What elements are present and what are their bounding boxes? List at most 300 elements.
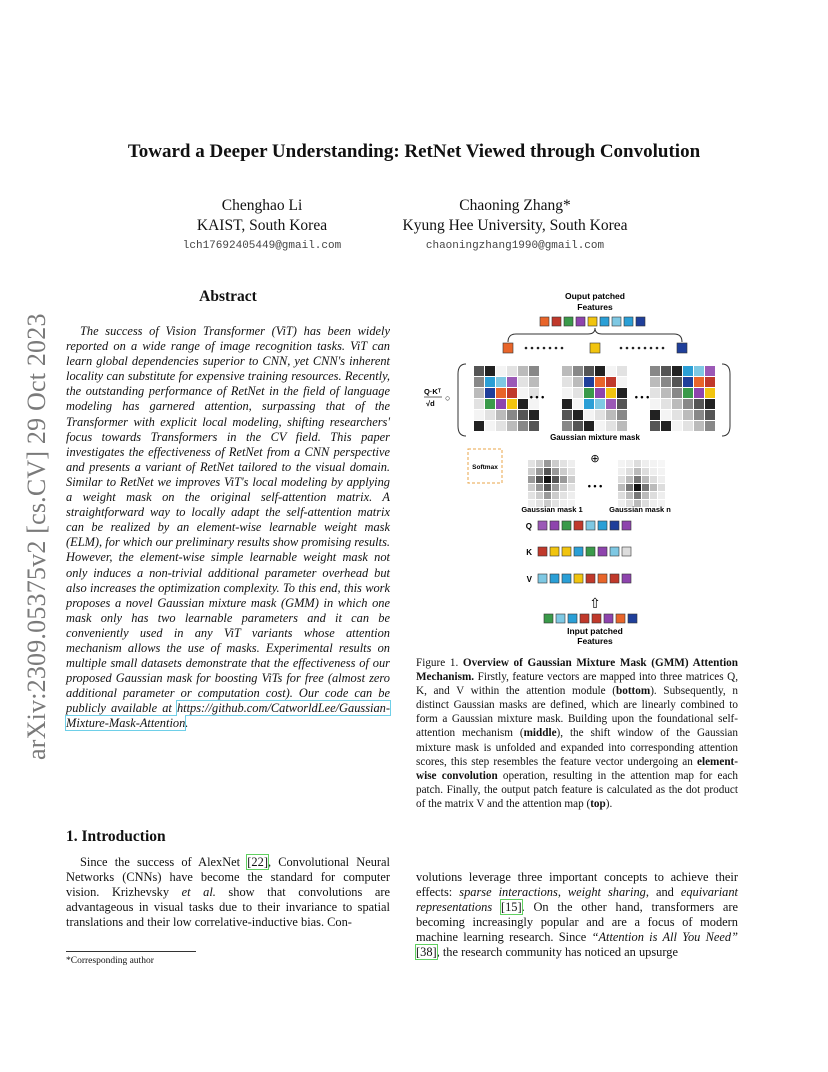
v-feature-cell bbox=[586, 574, 595, 583]
attention-cell bbox=[485, 377, 495, 387]
ellipsis-dot bbox=[656, 347, 659, 350]
gaussian-mask-cell bbox=[634, 476, 641, 483]
attention-cell bbox=[683, 399, 693, 409]
k-label: K bbox=[526, 548, 532, 557]
ellipsis-dot bbox=[632, 347, 635, 350]
attention-cell bbox=[474, 421, 484, 431]
caption-label: Figure 1. bbox=[416, 657, 463, 669]
output-feature-cell bbox=[564, 317, 573, 326]
attention-cell bbox=[661, 421, 671, 431]
intro-text: Since the success of AlexNet bbox=[80, 855, 248, 869]
footnote bbox=[66, 951, 390, 966]
attention-cell bbox=[507, 366, 517, 376]
figure-caption bbox=[416, 656, 738, 811]
attention-cell bbox=[683, 377, 693, 387]
attention-cell bbox=[496, 366, 506, 376]
gaussian-mask-cell bbox=[544, 476, 551, 483]
attention-cell bbox=[650, 377, 660, 387]
attention-cell bbox=[584, 399, 594, 409]
gaussian-mask-cell bbox=[642, 476, 649, 483]
author-email[interactable]: chaoningzhang1990@gmail.com bbox=[425, 240, 605, 252]
attention-cell bbox=[595, 388, 605, 398]
ellipsis-dots: • • • bbox=[634, 392, 650, 402]
gaussian-mask-cell bbox=[618, 460, 625, 467]
attention-cell bbox=[694, 399, 704, 409]
attention-cell bbox=[529, 410, 539, 420]
author-name: Chaoning Zhang* bbox=[459, 197, 571, 214]
gaussian-mask-cell bbox=[626, 460, 633, 467]
gaussian-mask-cell bbox=[536, 492, 543, 499]
query-marker bbox=[590, 343, 600, 353]
attention-cell bbox=[573, 366, 583, 376]
query-marker bbox=[503, 343, 513, 353]
gaussian-mask-cell bbox=[536, 468, 543, 475]
attention-cell bbox=[650, 388, 660, 398]
q-feature-cell bbox=[562, 521, 571, 530]
gaussian-mask-cell bbox=[568, 484, 575, 491]
attention-cell bbox=[683, 410, 693, 420]
gaussian-mask-cell bbox=[618, 484, 625, 491]
qk-label: Q·Kᵀ bbox=[424, 387, 441, 396]
gaussian-mask-cell bbox=[650, 460, 657, 467]
gaussian-mask-cell bbox=[642, 484, 649, 491]
footnote-text: *Corresponding author bbox=[66, 956, 154, 966]
gaussian-mask-cell bbox=[544, 460, 551, 467]
attention-cell bbox=[650, 399, 660, 409]
attention-cell bbox=[617, 399, 627, 409]
attention-cell bbox=[584, 377, 594, 387]
gaussian-mask-cell bbox=[658, 476, 665, 483]
attention-cell bbox=[562, 377, 572, 387]
attention-cell bbox=[606, 399, 616, 409]
attention-cell bbox=[672, 421, 682, 431]
attention-score-grids bbox=[474, 366, 715, 431]
gaussian-mask-cell bbox=[560, 468, 567, 475]
gaussian-mask-cell bbox=[560, 460, 567, 467]
output-feature-cell bbox=[576, 317, 585, 326]
attention-cell bbox=[705, 388, 715, 398]
ellipsis-dot bbox=[525, 347, 528, 350]
attention-cell bbox=[672, 410, 682, 420]
paper-title: Toward a Deeper Understanding: RetNet Viewed through Convolution bbox=[127, 141, 701, 162]
citation-link[interactable]: [38] bbox=[416, 945, 437, 960]
output-feature-cell bbox=[540, 317, 549, 326]
caption-bold: bottom bbox=[616, 685, 651, 698]
gaussian-mask-cell bbox=[634, 468, 641, 475]
output-feature-cell bbox=[624, 317, 633, 326]
attention-cell bbox=[705, 399, 715, 409]
gaussian-mask-cell bbox=[618, 476, 625, 483]
ellipsis-dot bbox=[561, 347, 564, 350]
attention-cell bbox=[672, 366, 682, 376]
attention-cell bbox=[661, 366, 671, 376]
gaussian-mask-cell bbox=[658, 484, 665, 491]
attention-cell bbox=[474, 399, 484, 409]
attention-cell bbox=[650, 421, 660, 431]
ellipsis-dot bbox=[543, 347, 546, 350]
gaussian-mask-cell bbox=[658, 460, 665, 467]
caption-text: operation, resulting in the attention map for each patch. Finally, the output patch feature is calculated as the dot product of the matrix V and the attention map ( bbox=[416, 769, 738, 810]
attention-cell bbox=[474, 366, 484, 376]
attention-cell bbox=[683, 366, 693, 376]
q-feature-cell bbox=[586, 521, 595, 530]
matrix-left-bracket bbox=[458, 364, 466, 436]
ellipsis-dot bbox=[638, 347, 641, 350]
attention-cell bbox=[595, 410, 605, 420]
qkv-rows bbox=[538, 521, 637, 623]
attention-cell bbox=[507, 399, 517, 409]
gaussian-mask-cell bbox=[560, 484, 567, 491]
gaussian-mask-cell bbox=[642, 460, 649, 467]
intro-text: show that convolutions are advantageous in visual tasks due to their invariance to spatial translations and their low correlative-inductive bias. Con- bbox=[66, 885, 390, 930]
attention-cell bbox=[518, 399, 528, 409]
attention-cell bbox=[694, 388, 704, 398]
figure-gmm-overview bbox=[416, 286, 738, 646]
output-feature-cell bbox=[588, 317, 597, 326]
body-text: . On the other hand, transformers are becoming increasingly popular and are a focus of modern machine learning research. Since bbox=[416, 900, 738, 945]
column2-body bbox=[416, 870, 738, 961]
k-feature-cell bbox=[562, 547, 571, 556]
attention-cell bbox=[485, 388, 495, 398]
ellipsis-dot bbox=[620, 347, 623, 350]
attention-cell bbox=[562, 399, 572, 409]
k-feature-cell bbox=[622, 547, 631, 556]
attention-cell bbox=[584, 388, 594, 398]
gaussian-mask-cell bbox=[552, 468, 559, 475]
attention-cell bbox=[617, 421, 627, 431]
k-feature-cell bbox=[598, 547, 607, 556]
gaussian-mask-cell bbox=[568, 492, 575, 499]
gaussian-mask-cell bbox=[544, 484, 551, 491]
gaussian-mask-cell bbox=[528, 492, 535, 499]
ellipsis-dot bbox=[662, 347, 665, 350]
softmax-label: Softmax bbox=[472, 464, 498, 471]
intro-text: et al. bbox=[181, 885, 216, 900]
hadamard-operator: ○ bbox=[445, 393, 451, 403]
body-emph: sparse interactions bbox=[459, 885, 558, 900]
v-feature-cell bbox=[550, 574, 559, 583]
mask-1-label: Gaussian mask 1 bbox=[521, 505, 583, 514]
gaussian-mask-cell bbox=[568, 460, 575, 467]
attention-cell bbox=[694, 410, 704, 420]
attention-cell bbox=[606, 377, 616, 387]
attention-cell bbox=[705, 366, 715, 376]
mask-n-label: Gaussian mask n bbox=[609, 505, 671, 514]
gaussian-mask-cell bbox=[560, 492, 567, 499]
attention-cell bbox=[672, 399, 682, 409]
attention-cell bbox=[617, 388, 627, 398]
input-feature-cell bbox=[580, 614, 589, 623]
attention-cell bbox=[694, 377, 704, 387]
attention-query-markers bbox=[503, 343, 687, 353]
caption-bold: Overview of Gaussian Mixture Mask (GMM) Attention Mechanism. bbox=[416, 657, 738, 684]
ellipsis-dots: • • • bbox=[529, 392, 545, 402]
attention-cell bbox=[573, 410, 583, 420]
attention-cell bbox=[573, 421, 583, 431]
attention-cell bbox=[595, 421, 605, 431]
gaussian-mask-cell bbox=[528, 484, 535, 491]
ellipsis-dots: • • • bbox=[587, 481, 603, 491]
body-emph: equivariant representations bbox=[416, 885, 738, 915]
attention-cell bbox=[705, 421, 715, 431]
gaussian-mask-cell bbox=[650, 492, 657, 499]
up-arrow-icon: ⇧ bbox=[589, 595, 601, 611]
matrix-right-bracket bbox=[722, 364, 730, 436]
attention-cell bbox=[617, 366, 627, 376]
attention-cell bbox=[562, 366, 572, 376]
caption-text: Firstly, feature vectors are mapped into three matrices Q, K, and V within the attention module ( bbox=[416, 671, 738, 698]
input-feature-cell bbox=[604, 614, 613, 623]
code-link[interactable]: https://github.com/CatworldLee/Gaussian-Mixture-Mask-Attention bbox=[66, 701, 390, 731]
input-label: Input patched bbox=[567, 626, 623, 636]
attention-cell bbox=[595, 377, 605, 387]
attention-cell bbox=[485, 421, 495, 431]
v-feature-cell bbox=[538, 574, 547, 583]
attention-cell bbox=[485, 410, 495, 420]
attention-cell bbox=[518, 377, 528, 387]
input-label: Features bbox=[577, 636, 613, 646]
v-feature-cell bbox=[562, 574, 571, 583]
attention-cell bbox=[507, 410, 517, 420]
gaussian-mask-cell bbox=[626, 468, 633, 475]
gaussian-mask-cell bbox=[618, 468, 625, 475]
footnote-rule bbox=[66, 951, 196, 952]
attention-cell bbox=[573, 388, 583, 398]
attention-cell bbox=[606, 421, 616, 431]
abstract-body bbox=[66, 324, 390, 732]
attention-cell bbox=[617, 377, 627, 387]
output-feature-cell bbox=[600, 317, 609, 326]
ellipsis-dot bbox=[555, 347, 558, 350]
attention-cell bbox=[573, 377, 583, 387]
attention-cell bbox=[485, 399, 495, 409]
q-feature-cell bbox=[538, 521, 547, 530]
gaussian-mask-cell bbox=[650, 468, 657, 475]
sum-operator: ⊕ bbox=[590, 453, 600, 465]
v-feature-cell bbox=[598, 574, 607, 583]
caption-bold: element-wise convolution bbox=[416, 755, 738, 782]
attention-cell bbox=[650, 410, 660, 420]
gaussian-mask-cell bbox=[560, 476, 567, 483]
attention-cell bbox=[474, 377, 484, 387]
k-feature-cell bbox=[586, 547, 595, 556]
attention-cell bbox=[661, 410, 671, 420]
gaussian-mask-cell bbox=[642, 492, 649, 499]
ellipsis-dot bbox=[626, 347, 629, 350]
gaussian-mask-cell bbox=[634, 484, 641, 491]
sqrt-label: √d bbox=[426, 399, 435, 408]
gaussian-mask-cell bbox=[626, 476, 633, 483]
caption-text: ). bbox=[605, 797, 613, 810]
attention-cell bbox=[694, 366, 704, 376]
abstract-end: . bbox=[185, 716, 189, 731]
attention-cell bbox=[650, 366, 660, 376]
author-affiliation: KAIST, South Korea bbox=[196, 217, 328, 234]
q-feature-cell bbox=[610, 521, 619, 530]
author-block-1 bbox=[132, 196, 392, 256]
caption-text: ), the shift window of the Gaussian mixture mask is unfolded and expanded into corresponding attention scores, this step resembles the feature vector undergoing an bbox=[416, 727, 738, 768]
attention-cell bbox=[562, 388, 572, 398]
attention-cell bbox=[672, 388, 682, 398]
input-feature-cell bbox=[544, 614, 553, 623]
attention-cell bbox=[474, 410, 484, 420]
attention-cell bbox=[661, 399, 671, 409]
input-feature-cell bbox=[628, 614, 637, 623]
gaussian-mask-cell bbox=[658, 468, 665, 475]
body-text bbox=[492, 900, 501, 914]
output-brace bbox=[508, 328, 682, 342]
attention-cell bbox=[507, 377, 517, 387]
intro-body bbox=[66, 855, 390, 930]
k-feature-cell bbox=[574, 547, 583, 556]
attention-cell bbox=[683, 421, 693, 431]
attention-cell bbox=[529, 421, 539, 431]
gaussian-mask-cell bbox=[552, 484, 559, 491]
gaussian-mask-cell bbox=[528, 460, 535, 467]
gaussian-mask-cell bbox=[536, 460, 543, 467]
q-feature-cell bbox=[550, 521, 559, 530]
attention-cell bbox=[661, 388, 671, 398]
gaussian-mask-cell bbox=[528, 468, 535, 475]
attention-cell bbox=[518, 410, 528, 420]
intro-text: , Convolutional Neural Networks (CNNs) have become the standard for computer vision. Krizhevsky bbox=[66, 855, 391, 900]
attention-cell bbox=[518, 366, 528, 376]
body-text: volutions leverage three important concepts to achieve their effects: bbox=[416, 870, 738, 900]
body-text: , and bbox=[645, 885, 681, 900]
citation-link[interactable]: [22] bbox=[247, 855, 268, 869]
k-feature-cell bbox=[610, 547, 619, 556]
v-feature-cell bbox=[622, 574, 631, 583]
gaussian-mask-cell bbox=[650, 476, 657, 483]
v-feature-cell bbox=[610, 574, 619, 583]
attention-cell bbox=[518, 388, 528, 398]
ellipsis-dot bbox=[537, 347, 540, 350]
arxiv-id-text: arXiv:2309.05375v2 [cs.CV] 29 Oct 2023 bbox=[22, 313, 51, 760]
attention-cell bbox=[507, 388, 517, 398]
v-label: V bbox=[526, 575, 532, 584]
attention-cell bbox=[529, 377, 539, 387]
attention-cell bbox=[529, 366, 539, 376]
output-feature-cell bbox=[612, 317, 621, 326]
mixture-mask-label: Gaussian mixture mask bbox=[550, 433, 640, 442]
attention-cell bbox=[705, 377, 715, 387]
gaussian-mask-cell bbox=[568, 476, 575, 483]
gaussian-mask-cell bbox=[552, 492, 559, 499]
q-label: Q bbox=[525, 522, 532, 531]
attention-cell bbox=[507, 421, 517, 431]
gaussian-mask-cell bbox=[536, 476, 543, 483]
query-marker bbox=[677, 343, 687, 353]
attention-cell bbox=[474, 388, 484, 398]
ellipsis-dot bbox=[644, 347, 647, 350]
caption-bold: top bbox=[590, 797, 606, 810]
attention-cell bbox=[584, 410, 594, 420]
attention-cell bbox=[617, 410, 627, 420]
gaussian-mask-cell bbox=[642, 468, 649, 475]
q-feature-cell bbox=[598, 521, 607, 530]
ellipsis-dot bbox=[549, 347, 552, 350]
q-feature-cell bbox=[574, 521, 583, 530]
author-name: Chenghao Li bbox=[221, 197, 303, 214]
gaussian-mask-cell bbox=[626, 484, 633, 491]
gaussian-mask-cell bbox=[544, 492, 551, 499]
citation-link[interactable]: [15] bbox=[500, 900, 522, 915]
attention-cell bbox=[496, 388, 506, 398]
output-feature-row bbox=[540, 317, 645, 326]
abstract-heading: Abstract bbox=[199, 288, 257, 305]
gaussian-mask-cell bbox=[544, 468, 551, 475]
attention-cell bbox=[496, 421, 506, 431]
attention-cell bbox=[595, 366, 605, 376]
gaussian-mask-cell bbox=[568, 468, 575, 475]
author-email[interactable]: lch17692405449@gmail.com bbox=[182, 240, 342, 252]
attention-cell bbox=[683, 388, 693, 398]
body-emph: weight sharing bbox=[567, 885, 646, 900]
attention-cell bbox=[573, 399, 583, 409]
input-feature-cell bbox=[592, 614, 601, 623]
attention-cell bbox=[661, 377, 671, 387]
attention-cell bbox=[705, 410, 715, 420]
gaussian-mask-cell bbox=[552, 476, 559, 483]
gaussian-mask-cell bbox=[528, 476, 535, 483]
gaussian-mask-cell bbox=[658, 492, 665, 499]
intro-heading: 1. Introduction bbox=[66, 828, 166, 845]
ellipsis-dot bbox=[531, 347, 534, 350]
attention-cell bbox=[518, 421, 528, 431]
attention-cell bbox=[694, 421, 704, 431]
output-feature-cell bbox=[552, 317, 561, 326]
gaussian-mask-cell bbox=[626, 492, 633, 499]
body-emph: “Attention is All You Need” bbox=[591, 930, 738, 945]
gaussian-mask-cell bbox=[634, 492, 641, 499]
attention-cell bbox=[562, 410, 572, 420]
author-block-2 bbox=[385, 196, 645, 256]
attention-cell bbox=[584, 366, 594, 376]
author-affiliation: Kyung Hee University, South Korea bbox=[402, 217, 628, 234]
output-label: Features bbox=[577, 302, 613, 312]
input-feature-cell bbox=[616, 614, 625, 623]
output-label: Ouput patched bbox=[565, 291, 625, 301]
gaussian-mask-cell bbox=[650, 484, 657, 491]
caption-text: ). Subsequently, n distinct Gaussian masks are defined, which are linearly combined to form a Gaussian mixture mask. Building upon the foundational self-attention mechanism ( bbox=[416, 685, 738, 740]
caption-bold: middle bbox=[523, 727, 557, 740]
gaussian-mask-cell bbox=[536, 484, 543, 491]
arxiv-sidebar-id bbox=[22, 290, 52, 760]
input-feature-cell bbox=[568, 614, 577, 623]
output-feature-cell bbox=[636, 317, 645, 326]
attention-cell bbox=[606, 388, 616, 398]
attention-cell bbox=[562, 421, 572, 431]
attention-cell bbox=[606, 366, 616, 376]
attention-cell bbox=[485, 366, 495, 376]
attention-cell bbox=[496, 399, 506, 409]
attention-cell bbox=[496, 410, 506, 420]
q-feature-cell bbox=[622, 521, 631, 530]
attention-cell bbox=[595, 399, 605, 409]
attention-cell bbox=[496, 377, 506, 387]
k-feature-cell bbox=[550, 547, 559, 556]
body-text: , bbox=[557, 885, 568, 900]
abstract-text: The success of Vision Transformer (ViT) has been widely reported on a wide range of image recognition tasks. ViT can learn global dependencies superior to CNN, yet CNN's inherent locality can substitute for expensive training resources. Recently, the outstanding performance of RetNet in the field of language modeling has garnered attention, surpassing that of the Transformer with explicit local modeling, shifting researchers' focus towards Transformers in the CV field. This paper investigates the effectiveness of RetNet from a CNN perspective and presents a variant of RetNet tailored to the visual domain. Similar to RetNet we improves ViT's local modeling by applying a weight mask on the original self-attention matrix. A straightforward way to locally adapt the self-attention matrix can be realized by an element-wise learnable weight mask (ELM), for which our preliminary results show promising results. However, the element-wise simple learnable weight mask not only induces a non-trivial additional parameter overhead but also increases the optimization complexity. To this end, this work proposes a novel Gaussian mixture mask (GMM) in which one mask only has two learnable parameters and it can be conveniently used in any ViT variants whose attention mechanism allows the use of masks. Experimental results on multiple small datasets demonstrate that the effectiveness of our proposed Gaussian mask for boosting ViTs for free (almost zero additional parameter or computation cost). Our code can be publicly available at bbox=[66, 324, 390, 716]
gaussian-mask-cell bbox=[552, 460, 559, 467]
v-feature-cell bbox=[574, 574, 583, 583]
k-feature-cell bbox=[538, 547, 547, 556]
attention-cell bbox=[672, 377, 682, 387]
body-text: , the research community has noticed an upsurge bbox=[436, 945, 678, 960]
gaussian-mask-cell bbox=[618, 492, 625, 499]
attention-cell bbox=[584, 421, 594, 431]
gaussian-mask-cell bbox=[634, 460, 641, 467]
